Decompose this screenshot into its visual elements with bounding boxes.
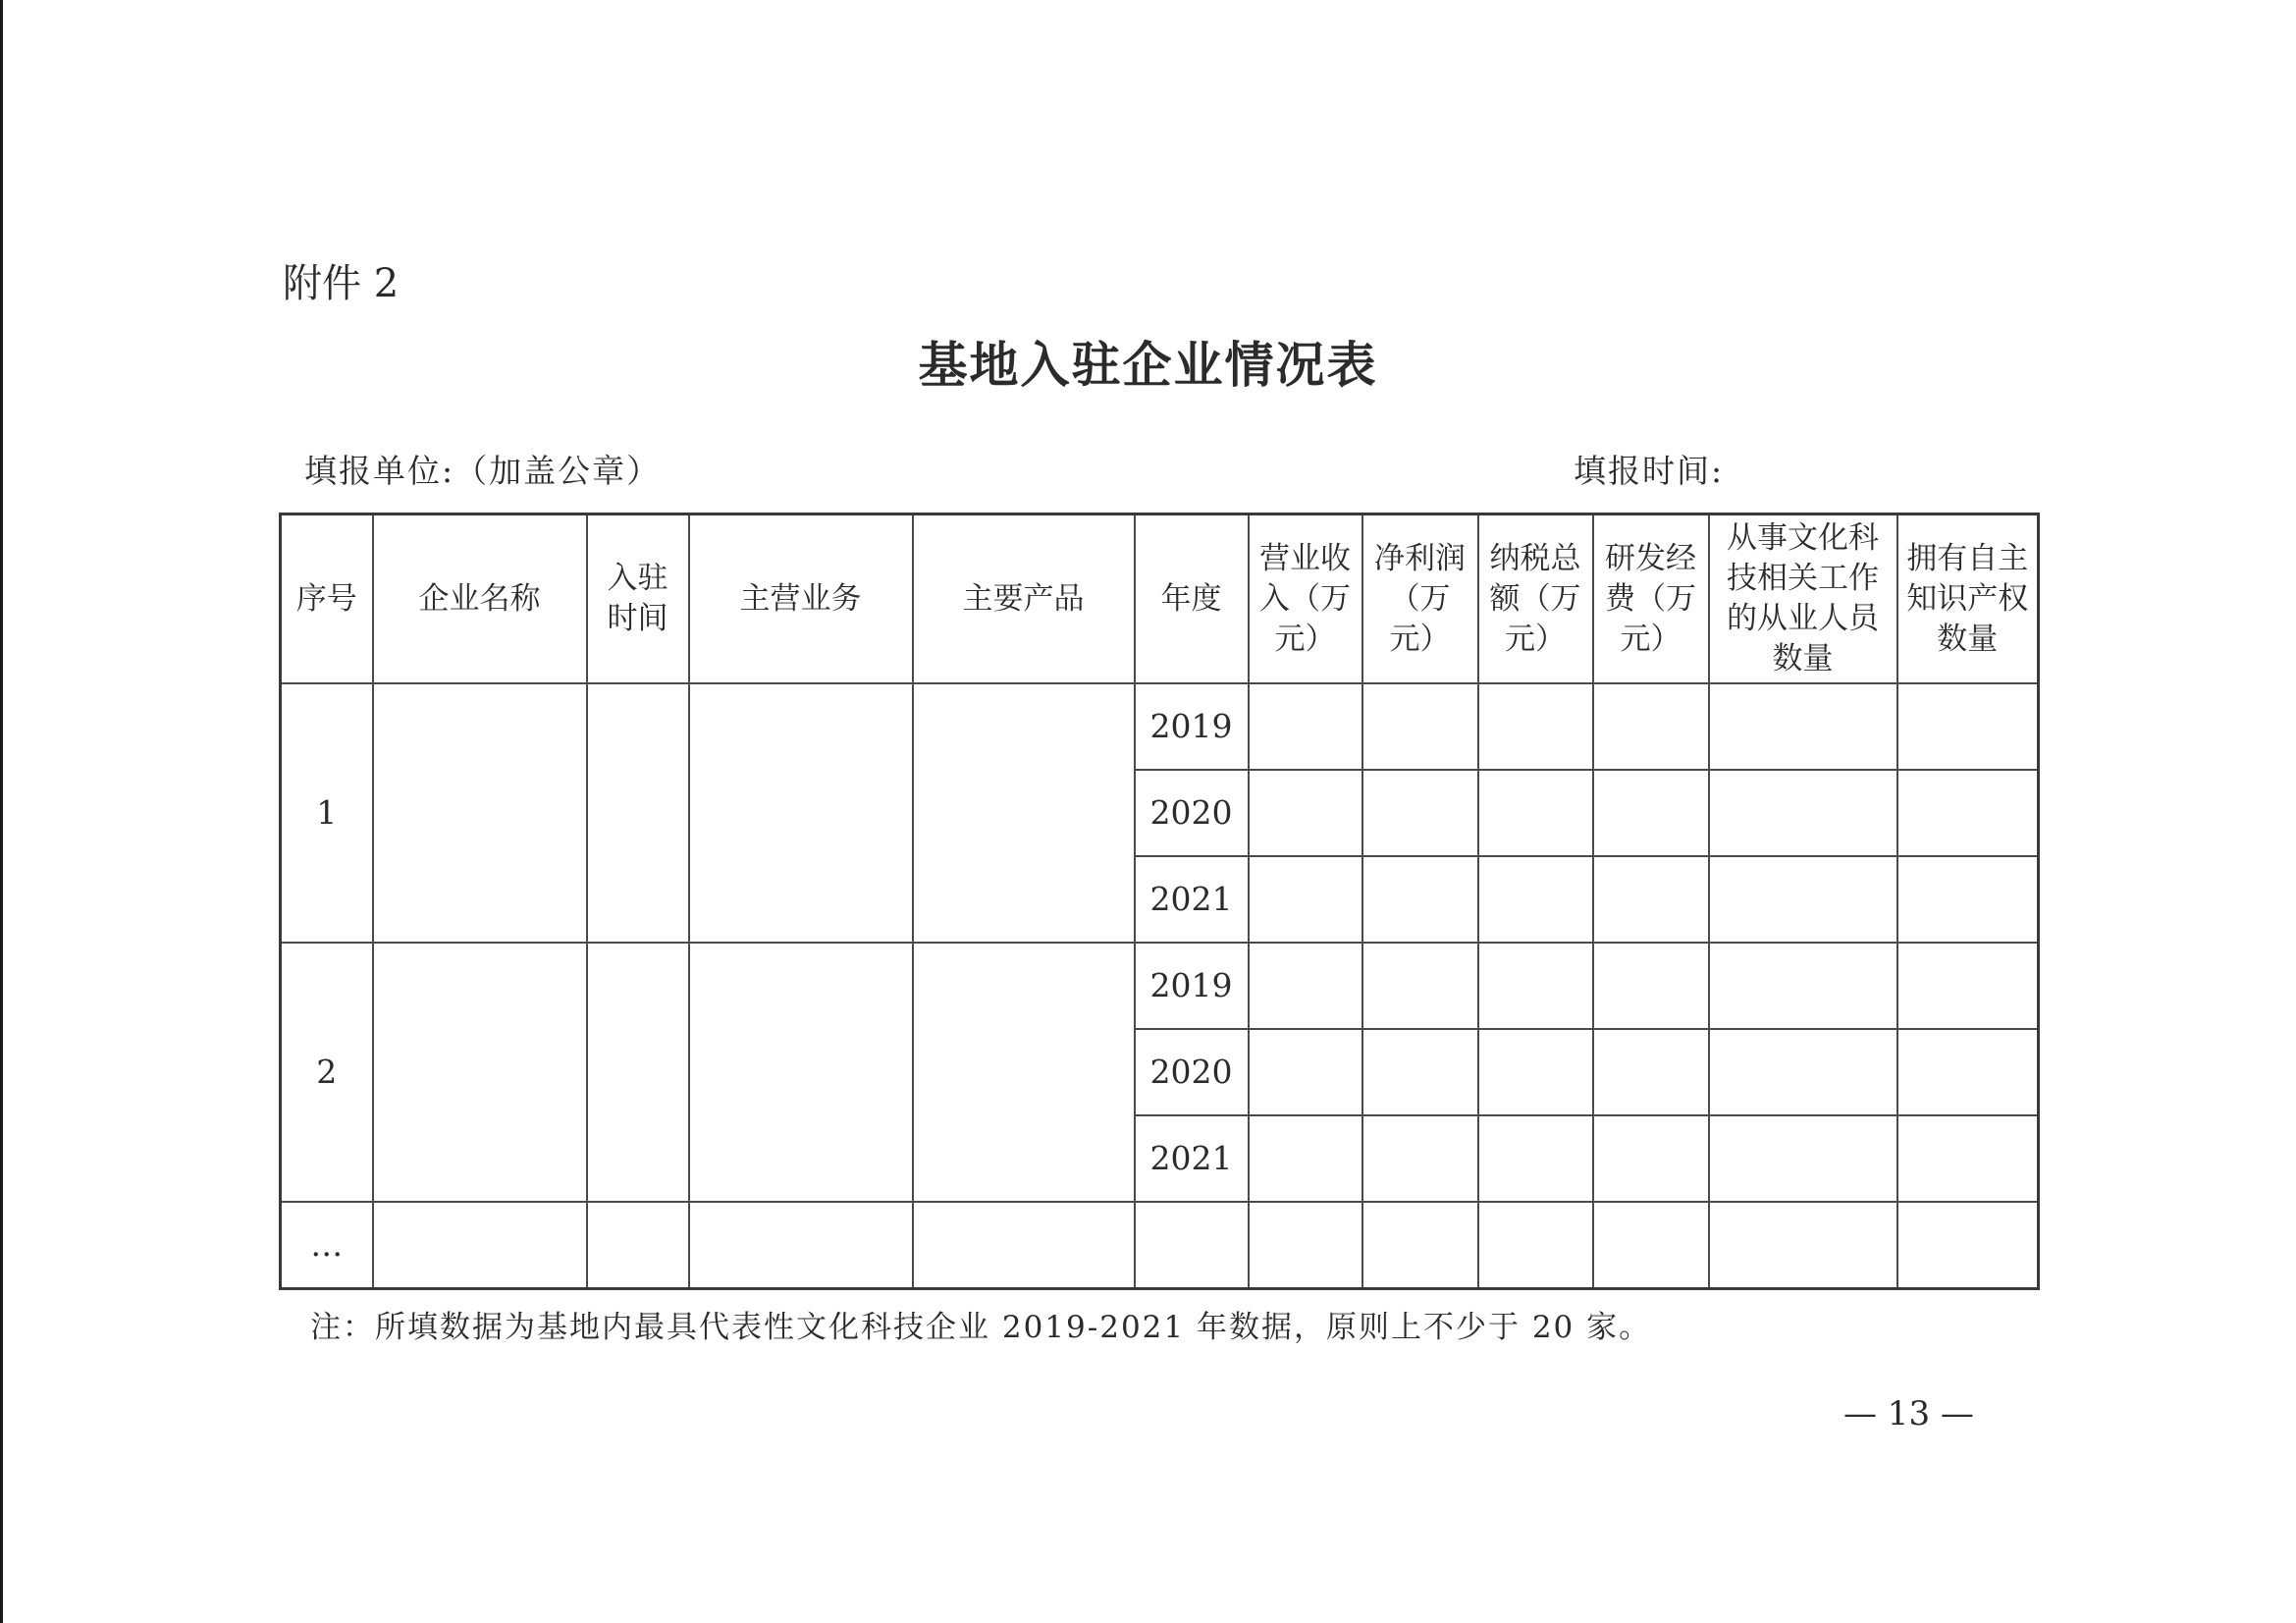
header-net-profit: 净利润（万元） bbox=[1362, 514, 1478, 684]
rd-expense-cell bbox=[1593, 770, 1709, 856]
revenue-cell bbox=[1249, 1202, 1362, 1289]
rd-expense-cell bbox=[1593, 1029, 1709, 1115]
total-tax-cell bbox=[1478, 1029, 1593, 1115]
year-cell: 2021 bbox=[1135, 856, 1249, 943]
revenue-cell bbox=[1249, 683, 1362, 770]
total-tax-cell bbox=[1478, 943, 1593, 1029]
net-profit-cell bbox=[1362, 1029, 1478, 1115]
header-company-name: 企业名称 bbox=[373, 514, 587, 684]
ip-count-cell bbox=[1897, 770, 2039, 856]
ip-count-cell bbox=[1897, 1029, 2039, 1115]
net-profit-cell bbox=[1362, 943, 1478, 1029]
table-row bbox=[281, 943, 2039, 1029]
attachment-label: 附件 2 bbox=[283, 261, 400, 306]
ip-count-cell bbox=[1897, 943, 2039, 1029]
header-entry-time: 入驻时间 bbox=[587, 514, 689, 684]
ip-count-cell bbox=[1897, 683, 2039, 770]
header-main-products: 主要产品 bbox=[913, 514, 1135, 684]
main-business-cell bbox=[689, 683, 913, 943]
rd-expense-cell bbox=[1593, 856, 1709, 943]
year-cell bbox=[1135, 1202, 1249, 1289]
main-business-cell bbox=[689, 1202, 913, 1289]
revenue-cell bbox=[1249, 1029, 1362, 1115]
revenue-cell bbox=[1249, 943, 1362, 1029]
header-ip-count: 拥有自主知识产权数量 bbox=[1897, 514, 2039, 684]
seq-cell: 2 bbox=[281, 943, 373, 1202]
footnote: 注：所填数据为基地内最具代表性文化科技企业 2019-2021 年数据，原则上不少于 20 家。 bbox=[310, 1310, 1652, 1345]
year-cell: 2019 bbox=[1135, 683, 1249, 770]
employee-count-cell bbox=[1709, 1115, 1897, 1202]
header-rd-expense: 研发经费（万元） bbox=[1593, 514, 1709, 684]
year-cell: 2020 bbox=[1135, 770, 1249, 856]
table-row bbox=[281, 683, 2039, 770]
main-products-cell bbox=[913, 1202, 1135, 1289]
enterprise-table bbox=[279, 513, 2040, 1290]
year-cell: 2021 bbox=[1135, 1115, 1249, 1202]
entry-time-cell bbox=[587, 1202, 689, 1289]
ip-count-cell bbox=[1897, 1115, 2039, 1202]
year-cell: 2020 bbox=[1135, 1029, 1249, 1115]
header-revenue: 营业收入（万元） bbox=[1249, 514, 1362, 684]
fill-unit-label: 填报单位:（加盖公章） bbox=[304, 452, 662, 490]
rd-expense-cell bbox=[1593, 683, 1709, 770]
year-cell: 2019 bbox=[1135, 943, 1249, 1029]
revenue-cell bbox=[1249, 770, 1362, 856]
net-profit-cell bbox=[1362, 1115, 1478, 1202]
net-profit-cell bbox=[1362, 1202, 1478, 1289]
employee-count-cell bbox=[1709, 1202, 1897, 1289]
main-products-cell bbox=[913, 683, 1135, 943]
revenue-cell bbox=[1249, 856, 1362, 943]
header-main-business: 主营业务 bbox=[689, 514, 913, 684]
company-name-cell bbox=[373, 683, 587, 943]
total-tax-cell bbox=[1478, 683, 1593, 770]
main-products-cell bbox=[913, 943, 1135, 1202]
total-tax-cell bbox=[1478, 856, 1593, 943]
header-total-tax: 纳税总额（万元） bbox=[1478, 514, 1593, 684]
revenue-cell bbox=[1249, 1115, 1362, 1202]
header-year: 年度 bbox=[1135, 514, 1249, 684]
company-name-cell bbox=[373, 943, 587, 1202]
table-row-more bbox=[281, 1202, 2039, 1289]
ip-count-cell bbox=[1897, 856, 2039, 943]
net-profit-cell bbox=[1362, 770, 1478, 856]
entry-time-cell bbox=[587, 683, 689, 943]
employee-count-cell bbox=[1709, 1029, 1897, 1115]
employee-count-cell bbox=[1709, 856, 1897, 943]
seq-cell: … bbox=[281, 1202, 373, 1289]
total-tax-cell bbox=[1478, 1115, 1593, 1202]
net-profit-cell bbox=[1362, 683, 1478, 770]
fill-time-label: 填报时间: bbox=[1574, 452, 1725, 490]
employee-count-cell bbox=[1709, 770, 1897, 856]
employee-count-cell bbox=[1709, 943, 1897, 1029]
page-number: — 13 — bbox=[1843, 1394, 1974, 1434]
scan-edge bbox=[0, 0, 3, 1623]
company-name-cell bbox=[373, 1202, 587, 1289]
rd-expense-cell bbox=[1593, 1202, 1709, 1289]
header-row bbox=[281, 514, 2039, 684]
employee-count-cell bbox=[1709, 683, 1897, 770]
rd-expense-cell bbox=[1593, 1115, 1709, 1202]
main-business-cell bbox=[689, 943, 913, 1202]
page-title: 基地入驻企业情况表 bbox=[918, 336, 1378, 394]
seq-cell: 1 bbox=[281, 683, 373, 943]
total-tax-cell bbox=[1478, 770, 1593, 856]
rd-expense-cell bbox=[1593, 943, 1709, 1029]
ip-count-cell bbox=[1897, 1202, 2039, 1289]
total-tax-cell bbox=[1478, 1202, 1593, 1289]
header-seq: 序号 bbox=[281, 514, 373, 684]
entry-time-cell bbox=[587, 943, 689, 1202]
header-employee-count: 从事文化科技相关工作的从业人员数量 bbox=[1709, 514, 1897, 684]
net-profit-cell bbox=[1362, 856, 1478, 943]
